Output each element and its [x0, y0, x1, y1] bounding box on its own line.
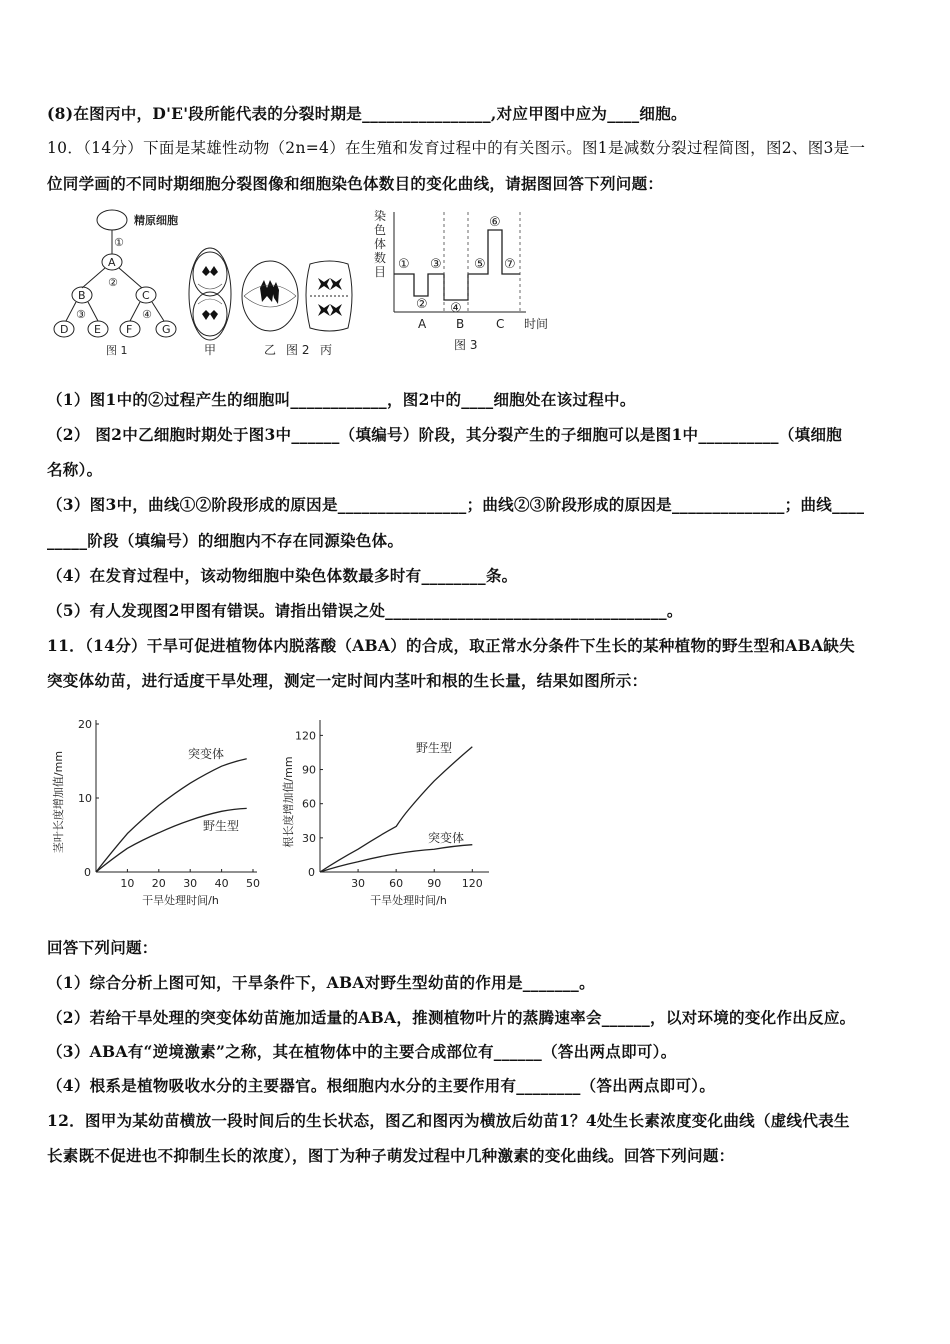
chart2-xlabel: 干旱处理时间/h: [370, 894, 447, 907]
fig1-node-f-label: F: [126, 323, 133, 336]
fig3-xtick-c: C: [496, 317, 505, 331]
chart2-series-label-wildtype: 野生型: [416, 741, 453, 755]
c2-ytick-label-0: 30: [302, 831, 316, 845]
q11-answer-intro: 回答下列问题：: [47, 938, 158, 957]
q10-stem-line1: 10．（14分）下面是某雄性动物（2n=4）在生殖和发育过程中的有关图示。图1是减数分裂过程简图，图2、图3是一: [47, 139, 866, 157]
chart1-series-label-wildtype: 野生型: [203, 819, 240, 833]
c1-xtick-label-2: 30: [183, 877, 198, 890]
fig1-step3: ③: [76, 308, 86, 321]
q11-stem-line1: 11．（14分）干旱可促进植物体内脱落酸（ABA）的合成，取正常水分条件下生长的某种植物的野生型和ABA缺失: [47, 636, 855, 655]
q11-part3-line: （3）ABA有“逆境激素”之称，其在植物体中的主要合成部位有______（答出两点即可）。: [47, 1042, 677, 1061]
fig3-caption: 图 3: [454, 338, 478, 352]
fig3-xtick-b: B: [456, 317, 465, 331]
fig2-caption: 图 2: [286, 343, 310, 357]
fig1-node-g-label: G: [162, 323, 171, 336]
fig1-node-d-label: D: [60, 323, 69, 336]
chart1-series-label-mutant: 突变体: [188, 747, 225, 761]
fig3-ylabel-char-0: 染: [374, 209, 387, 223]
fig1-node-c-label: C: [142, 289, 150, 302]
q11-part2-line: （2）若给干旱处理的突变体幼苗施加适量的ABA，推测植物叶片的蒸腾速率会______，以对环境的变化作出反应。: [47, 1008, 856, 1027]
q11-part4-line: （4）根系是植物吸收水分的主要器官。根细胞内水分的主要作用有________（答出两点即可）。: [47, 1076, 716, 1095]
fig3-ylabel-char-4: 目: [374, 265, 387, 279]
fig1-step2: ②: [108, 276, 118, 289]
q12-stem-line2: 长素既不促进也不抑制生长的浓度），图丁为种子萌发过程中几种激素的变化曲线。回答下列问题：: [47, 1146, 735, 1165]
c1-xtick-label-3: 40: [214, 877, 229, 890]
fig1-root-label: 精原细胞: [134, 214, 178, 227]
c1-ytick-label-1: 20: [78, 718, 92, 731]
chart1-origin-label: 0: [84, 866, 91, 879]
fig3-ylabel-char-1: 色: [374, 223, 387, 237]
fig3-xtick-a: A: [418, 317, 427, 331]
q10-part3-line2: _____阶段（填编号）的细胞内不存在同源染色体。: [47, 531, 404, 550]
fig3-stage-2: ②: [416, 297, 428, 312]
fig3-xlabel: 时间: [524, 317, 549, 331]
c1-xtick-label-1: 20: [151, 877, 166, 890]
fig3-stage-7: ⑦: [504, 257, 516, 272]
q11-part1-line: （1）综合分析上图可知，干旱条件下，ABA对野生型幼苗的作用是_______。: [47, 973, 595, 992]
fig3-ylabel-char-2: 体: [374, 237, 387, 251]
figure-1-meiosis-tree: [50, 204, 190, 364]
fig3-stage-5: ⑤: [474, 257, 486, 272]
fig3-stage-4: ④: [450, 301, 462, 316]
c2-ytick-label-3: 120: [295, 729, 316, 743]
fig3-stage-6: ⑥: [489, 215, 501, 230]
q10-part4-line: （4）在发育过程中，该动物细胞中染色体数最多时有________条。: [47, 566, 518, 585]
chart-stem-leaf-growth: [48, 712, 278, 912]
c2-xtick-label-2: 90: [427, 877, 442, 890]
fig2-label-yi: 乙: [264, 343, 277, 357]
node-spermatogonium: [97, 210, 127, 230]
chart1-ylabel: 茎叶长度增加值/mm: [52, 750, 65, 854]
fig2-label-jia: 甲: [204, 343, 217, 357]
chart1-xlabel: 干旱处理时间/h: [142, 894, 219, 907]
chart2-origin-label: 0: [308, 866, 315, 879]
q10-part5-line: （5）有人发现图2甲图有错误。请指出错误之处___________________________________。: [47, 601, 683, 620]
c1-xtick-label-4: 50: [246, 877, 260, 890]
fig1-caption: 图 1: [106, 344, 128, 357]
q9-part8-line: (8)在图丙中，D'E'段所能代表的分裂时期是________________,对应甲图中应为____细胞。: [47, 104, 687, 123]
fig1-node-e-label: E: [94, 323, 101, 336]
c1-ytick-label-0: 10: [78, 792, 92, 805]
q10-part2-line2: 名称）。: [47, 460, 103, 479]
fig3-curve: [394, 230, 520, 300]
fig3-stage-3: ③: [430, 257, 442, 272]
figure-2-cell-images: [180, 244, 365, 362]
c2-ytick-label-1: 60: [302, 797, 316, 811]
fig3-ylabel-char-3: 数: [374, 251, 387, 265]
q10-part3-line1: （3）图3中，曲线①②阶段形成的原因是________________；曲线②③阶段形成的原因是______________；曲线____: [47, 495, 865, 514]
c1-series-line-1: [96, 808, 247, 872]
chart2-series-label-mutant: 突变体: [428, 831, 465, 845]
q10-stem-line2: 位同学画的不同时期细胞分裂图像和细胞染色体数目的变化曲线，请据图回答下列问题：: [47, 174, 664, 193]
q10-part2-line1: （2） 图2中乙细胞时期处于图3中______（填编号）阶段，其分裂产生的子细胞可以是图1中__________（填细胞: [47, 425, 843, 444]
fig1-node-b-label: B: [78, 289, 86, 302]
fig1-step4: ④: [142, 308, 152, 321]
fig1-step1: ①: [114, 236, 124, 249]
c1-xtick-label-0: 10: [120, 877, 135, 890]
q10-part1-line: （1）图1中的②过程产生的细胞叫____________，图2中的____细胞处在该过程中。: [47, 390, 636, 409]
chart-root-growth: [278, 712, 508, 912]
fig2-label-bing: 丙: [320, 343, 333, 357]
chart2-ylabel: 根长度增加值/mm: [282, 756, 295, 848]
c2-ytick-label-2: 90: [302, 763, 316, 777]
c2-xtick-label-3: 120: [461, 877, 483, 890]
fig1-node-a-label: A: [108, 256, 116, 269]
cell-bing: [306, 261, 352, 331]
q11-stem-line2: 突变体幼苗，进行适度干旱处理，测定一定时间内茎叶和根的生长量，结果如图所示：: [47, 671, 648, 690]
c2-xtick-label-0: 30: [351, 877, 366, 890]
figure-3-chromosome-curve: [368, 206, 568, 356]
fig3-stage-1: ①: [398, 257, 410, 272]
q12-stem-line1: 12．图甲为某幼苗横放一段时间后的生长状态，图乙和图丙为横放后幼苗1？4处生长素浓度变化曲线（虚线代表生: [47, 1111, 850, 1130]
c2-xtick-label-1: 60: [389, 877, 404, 890]
